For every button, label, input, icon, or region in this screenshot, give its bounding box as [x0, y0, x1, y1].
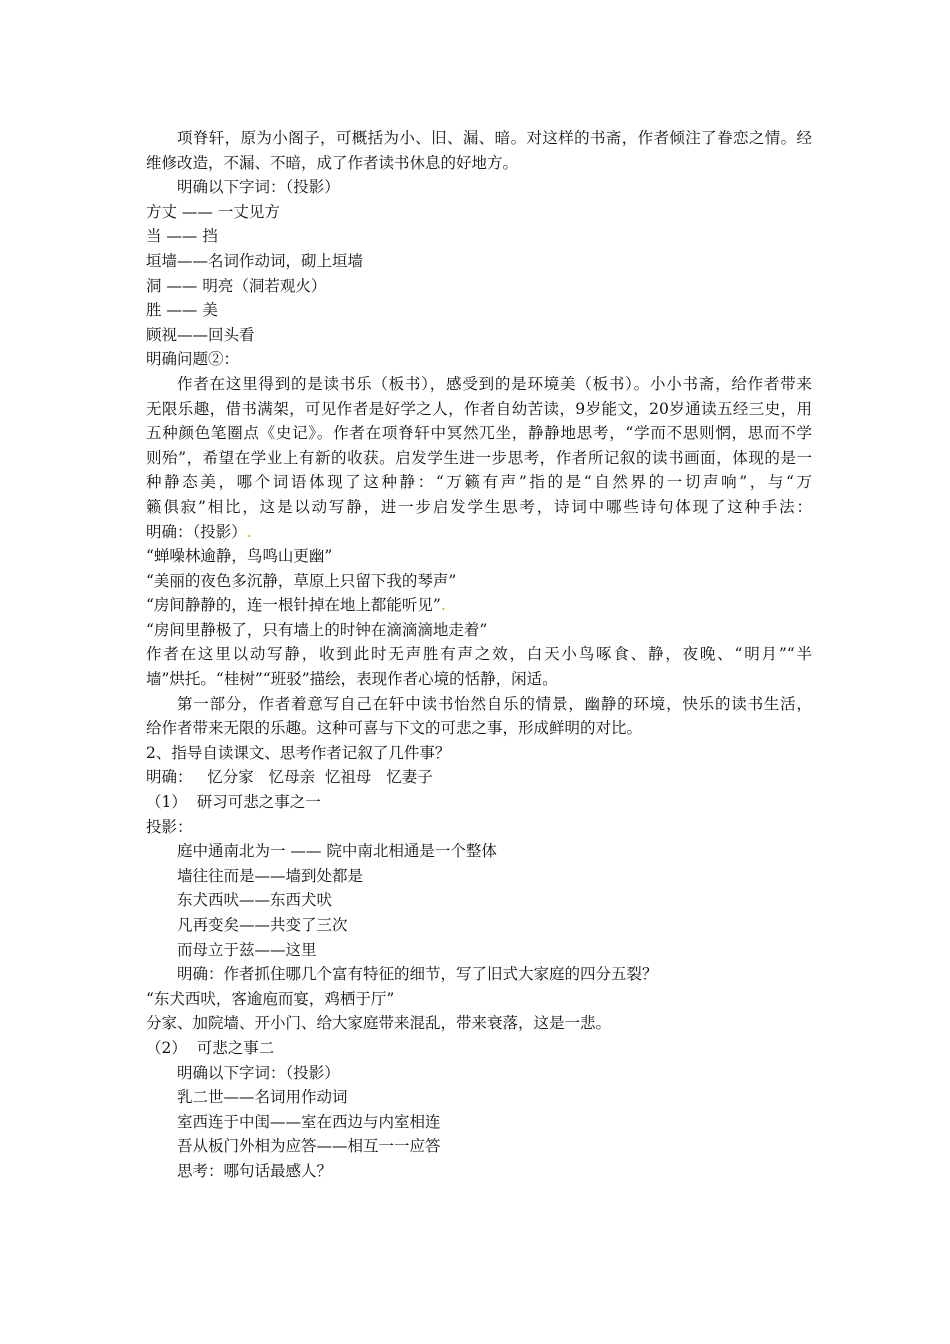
quote-line: “东犬西吠，客逾庖而宴，鸡栖于厅” — [146, 989, 395, 1008]
vocab-item: 东犬西吠——东西犬吠 — [177, 891, 333, 910]
paragraph-line: 种静态美，哪个词语体现了这种静：“万籁有声”指的是“自然界的一切声响”，与“万 — [146, 473, 812, 492]
paragraph-line: 投影： — [146, 817, 193, 836]
quote-line — [146, 593, 812, 618]
vocab-item: 顾视——回头看 — [146, 325, 255, 344]
paragraph-line: 明确： 忆分家 忆母亲 忆祖母 忆妻子 — [146, 768, 433, 787]
vocab-item: 方丈 —— 一丈见方 — [146, 202, 280, 221]
section-heading: 明确问题②： — [146, 350, 240, 369]
document-body — [146, 126, 812, 1184]
paragraph-line: 明确：作者抓住哪几个富有特征的细节，写了旧式大家庭的四分五裂？ — [177, 965, 658, 984]
paragraph-line: 作者在这里以动写静，收到此时无声胜有声之效，白天小鸟啄食、静，夜晚、“明月”“半 — [146, 645, 812, 664]
quote-line: “房间里静极了，只有墙上的时钟在滴滴滴地走着” — [146, 620, 488, 639]
paragraph-line: 籁俱寂”相比，这是以动写静，进一步启发学生思考，诗词中哪些诗句体现了这种手法： — [146, 497, 812, 516]
section-heading: 2、指导自读课文、思考作者记叙了几件事？ — [146, 743, 451, 762]
vocab-item: 凡再变矣——共变了三次 — [177, 916, 348, 934]
paragraph-line: 第一部分，作者着意写自己在轩中读书怡然自乐的情景，幽静的环境，快乐的读书生活， — [177, 694, 812, 713]
vocab-item: 墙往往而是——墙到处都是 — [177, 866, 364, 885]
line-text: 明确：（投影） — [146, 522, 247, 541]
section-heading: （1） 研习可悲之事之一 — [146, 793, 321, 812]
vocab-item: 垣墙——名词作动词，砌上垣墙 — [146, 251, 364, 270]
paragraph-line: 给作者带来无限的乐趣。这种可喜与下文的可悲之事，形成鲜明的对比。 — [146, 719, 643, 738]
paragraph-line: 思考：哪句话最感人？ — [177, 1161, 333, 1180]
vocab-item: 室西连于中闺——室在西边与内室相连 — [177, 1112, 441, 1131]
paragraph-line: 则殆”，希望在学业上有新的收获。启发学生进一步思考，作者所记叙的读书画面，体现的是一 — [146, 448, 812, 467]
quote-line: “美丽的夜色多沉静，草原上只留下我的琴声” — [146, 571, 457, 590]
paragraph-line: 墙”烘托。“桂树”“班驳”描绘，表现作者心境的恬静，闲适。 — [146, 670, 558, 689]
paragraph-line — [146, 520, 812, 545]
paragraph-line: 项脊轩，原为小阁子，可概括为小、旧、漏、暗。对这样的书斋，作者倾注了眷恋之情。经 — [177, 129, 812, 147]
stray-mark: . — [246, 522, 252, 541]
paragraph-line: 维修改造，不漏、不暗，成了作者读书休息的好地方。 — [146, 153, 519, 172]
vocab-item: 而母立于兹——这里 — [177, 940, 317, 959]
paragraph-line: 五种颜色笔圈点《史记》。作者在项脊轩中冥然兀坐，静静地思考，“学而不思则惘，思而不学 — [146, 424, 812, 443]
vocab-item: 胜 —— 美 — [146, 301, 218, 320]
paragraph-line: 无限乐趣，借书满架，可见作者是好学之人，作者自幼苦读，9岁能文，20岁通读五经三史，用 — [146, 399, 812, 418]
section-heading: （2） 可悲之事二 — [146, 1038, 275, 1057]
vocab-item: 乳二世——名词用作动词 — [177, 1088, 348, 1107]
line-text: “房间静静的，连一根针掉在地上都能听见” — [146, 596, 441, 615]
paragraph-line: 作者在这里得到的是读书乐（板书），感受到的是环境美（板书）。小小书斋，给作者带来 — [177, 374, 812, 393]
vocab-item: 洞 —— 明亮（洞若观火） — [146, 276, 327, 295]
vocab-item: 当 —— 挡 — [146, 227, 218, 246]
stray-mark: . — [440, 596, 446, 615]
paragraph-line: 明确以下字词：（投影） — [177, 1063, 340, 1082]
vocab-item: 吾从板门外相为应答——相互一一应答 — [177, 1137, 441, 1156]
quote-line: “蝉噪林逾静，鸟鸣山更幽” — [146, 547, 333, 566]
vocab-item: 庭中通南北为一 —— 院中南北相通是一个整体 — [177, 842, 497, 861]
paragraph-line: 分家、加院墙、开小门、给大家庭带来混乱，带来衰落，这是一悲。 — [146, 1014, 612, 1033]
paragraph-line: 明确以下字词：（投影） — [177, 178, 340, 197]
